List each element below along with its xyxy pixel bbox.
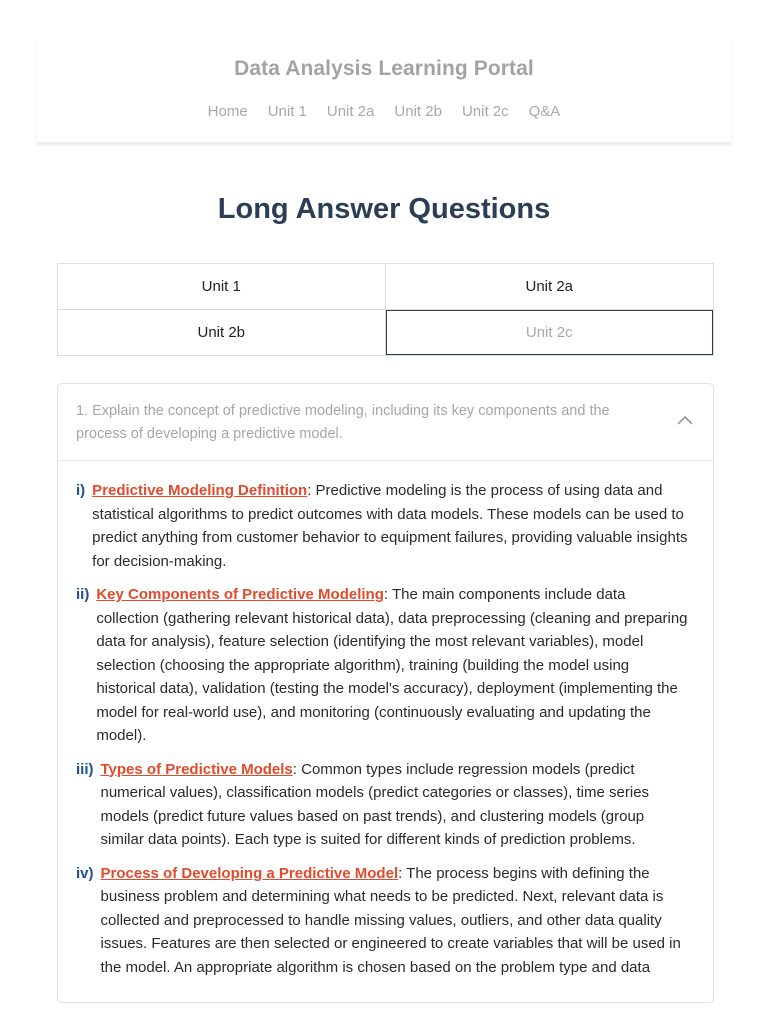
answer-term: Predictive Modeling Definition bbox=[92, 482, 308, 499]
nav-home[interactable]: Home bbox=[207, 103, 248, 120]
nav-unit-2a[interactable]: Unit 2a bbox=[326, 103, 375, 120]
answer-item bbox=[76, 758, 691, 852]
page-title: Long Answer Questions bbox=[217, 193, 551, 225]
main-nav bbox=[37, 103, 731, 120]
accordion-body bbox=[58, 461, 713, 979]
answer-description: : The process begins with defining the business problem and determining what needs to be predicted. Next, relevant data is collected and preprocessed to handle missing values, outliers, and other data quality issues. Features are then selected or engineered to create variables that will be used in the model. An appropriate algorithm is chosen based on the problem type and data bbox=[100, 864, 681, 976]
answer-text bbox=[96, 583, 691, 748]
answer-item bbox=[76, 862, 691, 980]
answer-item bbox=[76, 583, 691, 748]
answer-term: Process of Developing a Predictive Model bbox=[100, 864, 399, 882]
nav-unit-1[interactable]: Unit 1 bbox=[267, 103, 307, 120]
answer-term: Key Components of Predictive Modeling bbox=[96, 586, 384, 603]
answer-numeral: iv) bbox=[76, 864, 94, 882]
site-header bbox=[37, 38, 731, 143]
answer-text bbox=[101, 758, 692, 852]
answer-description: : Common types include regression models (predict numerical values), classification models (predict categories or classes), time series models (predict future values based on past trends), and clustering models (group similar data points). Each type is suited for different kinds of prediction problems. bbox=[100, 760, 650, 848]
tab-unit-2c[interactable]: Unit 2c bbox=[386, 310, 714, 356]
chevron-up-icon[interactable] bbox=[677, 414, 693, 426]
tab-unit-2b[interactable]: Unit 2b bbox=[58, 310, 386, 356]
tab-unit-2a[interactable]: Unit 2a bbox=[386, 264, 714, 310]
question-accordion bbox=[57, 383, 714, 1003]
answer-text bbox=[101, 862, 691, 980]
answer-numeral: ii) bbox=[76, 586, 90, 603]
unit-tabs bbox=[57, 263, 714, 356]
answer-description: : The main components include data collection (gathering relevant historical data), data preprocessing (cleaning and preparing data for analysis), feature selection (identifying the most relevant variables), model selection (choosing the appropriate algorithm), training (building the model using historical data), validation (testing the model's accuracy), deployment (implementing the model for real-world use), and monitoring (continuously evaluating and updating the model). bbox=[96, 586, 688, 744]
nav-qa[interactable]: Q&A bbox=[528, 103, 561, 120]
question-text: 1. Explain the concept of predictive modeling, including its key components and the process of developing a predictive model. bbox=[76, 403, 610, 442]
answer-term: Types of Predictive Models bbox=[100, 760, 293, 778]
answer-numeral: iii) bbox=[76, 760, 94, 778]
site-title[interactable]: Data Analysis Learning Portal bbox=[234, 57, 534, 80]
nav-unit-2b[interactable]: Unit 2b bbox=[394, 103, 442, 120]
answer-description: : Predictive modeling is the process of using data and statistical algorithms to predict outcomes with data models. These models can be used to predict anything from customer behavior to equipment failures, providing valuable insights for decision-making. bbox=[92, 482, 688, 570]
accordion-header[interactable] bbox=[58, 384, 713, 461]
answer-numeral: i) bbox=[76, 482, 86, 499]
nav-unit-2c[interactable]: Unit 2c bbox=[461, 103, 509, 120]
tab-unit-1[interactable]: Unit 1 bbox=[58, 264, 386, 310]
answer-item bbox=[76, 479, 691, 573]
answer-text bbox=[92, 479, 691, 573]
